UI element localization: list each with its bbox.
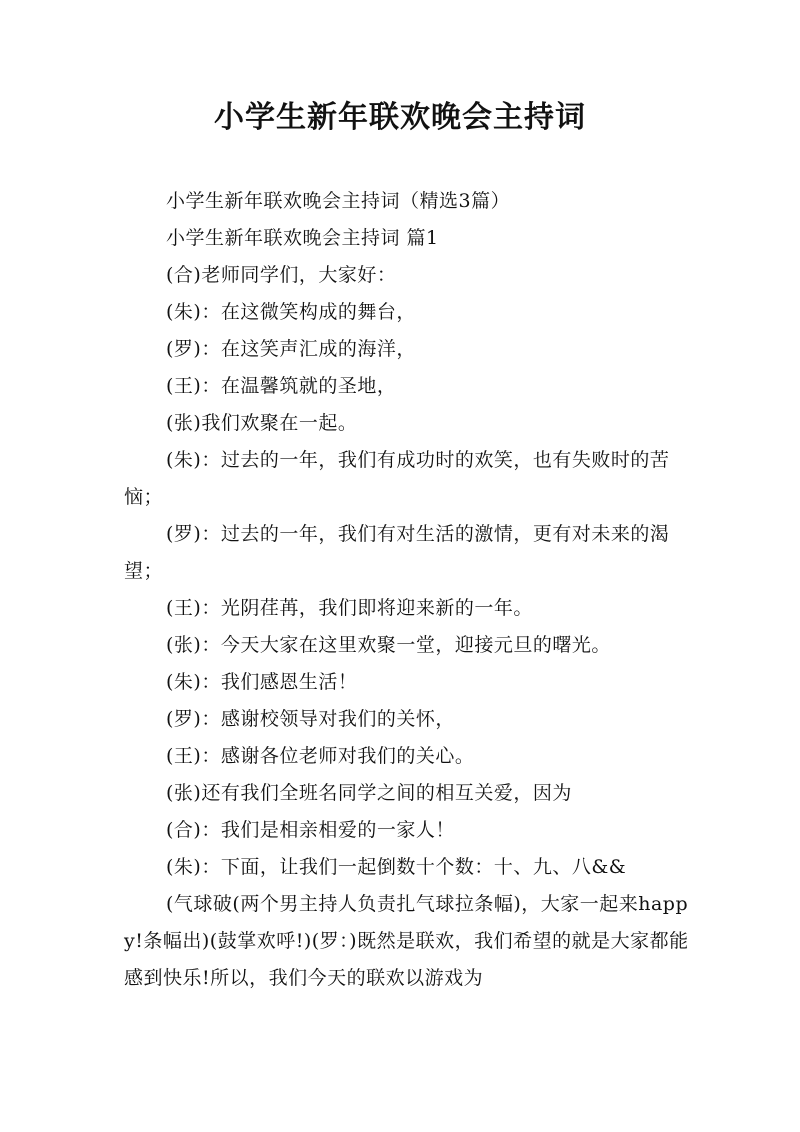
paragraph: (朱)：过去的一年，我们有成功时的欢笑，也有失败时的苦恼； [124,449,670,508]
document-title: 小学生新年联欢晚会主持词 [214,100,586,135]
paragraph: (王)：感谢各位老师对我们的关心。 [166,745,475,767]
paragraph: (罗)：过去的一年，我们有对生活的激情，更有对未来的渴望； [124,523,670,582]
paragraph: (罗)：感谢校领导对我们的关怀， [166,708,455,730]
paragraph: 小学生新年联欢晚会主持词（精选3篇） [166,190,511,212]
paragraph: (朱)：我们感恩生活！ [166,671,358,693]
paragraph: (合)：我们是相亲相爱的一家人！ [166,819,455,841]
paragraph: (张)我们欢聚在一起。 [166,412,358,434]
paragraph: (张)：今天大家在这里欢聚一堂，迎接元旦的曙光。 [166,634,611,656]
paragraph: (合)老师同学们，大家好： [166,264,397,286]
paragraph: (气球破(两个男主持人负责扎气球拉条幅)，大家一起来happy!条幅出)(鼓掌欢呼!)(罗：)既然是联欢，我们希望的就是大家都能感到快乐!所以，我们今天的联欢以游戏为 [124,893,689,989]
paragraph: (王)：在温馨筑就的圣地， [166,375,397,397]
paragraph: 小学生新年联欢晚会主持词 篇1 [166,227,439,249]
paragraph: (朱)：下面，让我们一起倒数十个数：十、九、八&& [166,856,627,878]
paragraph: (王)：光阴荏苒，我们即将迎来新的一年。 [166,597,533,619]
paragraph: (罗)：在这笑声汇成的海洋， [166,338,416,360]
paragraph: (朱)：在这微笑构成的舞台， [166,301,416,323]
paragraph: (张)还有我们全班名同学之间的相互关爱，因为 [166,782,572,804]
document-body [124,183,689,997]
